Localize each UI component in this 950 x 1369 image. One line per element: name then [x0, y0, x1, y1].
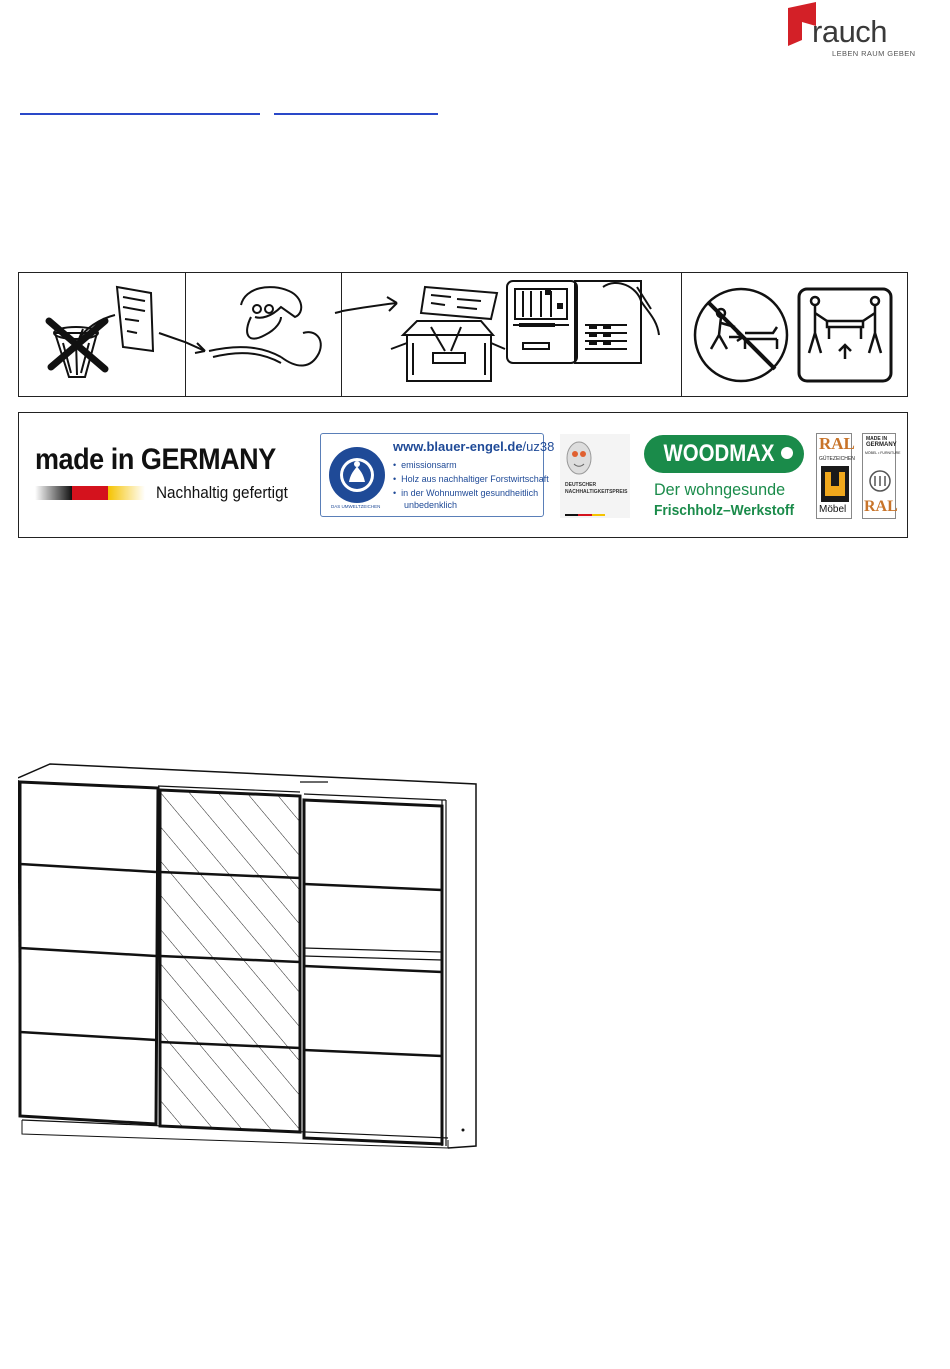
link-1[interactable]	[20, 113, 260, 115]
wardrobe-drawing	[18, 760, 488, 1160]
ral-mig-line-2: GERMANY	[866, 442, 897, 448]
handling-icons	[681, 273, 907, 396]
read-instructions-icon	[185, 273, 342, 396]
no-trash-icon	[19, 273, 186, 396]
ral-moebel-label: GÜTEZEICHEN	[819, 456, 855, 462]
ral-mig-line-3: MÖBEL • FURNITURE	[865, 451, 901, 455]
blauer-engel-seal-icon	[327, 440, 387, 510]
blauer-engel-item: unbedenklich	[404, 500, 458, 510]
award-flag-bar	[565, 514, 605, 516]
award-line-1: DEUTSCHER	[565, 482, 597, 488]
ral-m-icon	[821, 466, 849, 502]
award-face-icon	[566, 440, 592, 476]
german-flag-bar	[35, 486, 145, 500]
woodmax-dot-icon	[781, 447, 793, 459]
care-instructions-strip	[18, 272, 908, 397]
blauer-engel-url: www.blauer-engel.de/uz38	[393, 439, 555, 454]
ral-moebel-badge	[816, 433, 855, 519]
award-line-2: NACHHALTIGKEITSPREIS	[565, 489, 628, 495]
ral-shield-icon	[869, 468, 891, 494]
blauer-engel-item: • emissionsarm	[393, 460, 457, 470]
blauer-engel-ring-text: BLAUER ENGEL	[335, 443, 374, 449]
link-2[interactable]	[274, 113, 438, 115]
keep-documents-icon	[341, 273, 682, 396]
nachhaltigkeitspreis-badge	[560, 434, 630, 518]
woodmax-name: WOODMAX	[663, 440, 775, 467]
woodmax-logo	[644, 435, 804, 473]
ral-moebel-bottom: Möbel	[819, 504, 847, 515]
made-in-germany-title: made in GERMANY	[35, 443, 276, 476]
ral-mig-bottom: RAL	[864, 498, 898, 515]
made-in-germany-subtitle: Nachhaltig gefertigt	[156, 483, 288, 502]
ral-moebel-top: RAL	[819, 434, 855, 453]
brand-name: rauch	[812, 14, 888, 49]
brand-tagline: LEBEN RAUM GEBEN	[832, 49, 916, 58]
woodmax-line-1: Der wohngesunde	[654, 480, 786, 499]
brand-logo	[786, 2, 916, 60]
blauer-engel-item: • in der Wohnumwelt gesundheitlich	[393, 488, 539, 498]
ral-mig-line-1: MADE IN	[866, 436, 888, 442]
blauer-engel-item: • Holz aus nachhaltiger Forstwirtschaft	[393, 474, 549, 484]
woodmax-line-2: Frischholz–Werkstoff	[654, 502, 795, 519]
no-push-furniture-icon	[681, 273, 907, 396]
ral-made-in-germany-badge	[862, 433, 901, 519]
certification-badges	[18, 412, 908, 538]
blauer-engel-badge	[320, 433, 555, 517]
blauer-engel-ring-bottom: DAS UMWELTZEICHEN	[331, 504, 381, 509]
